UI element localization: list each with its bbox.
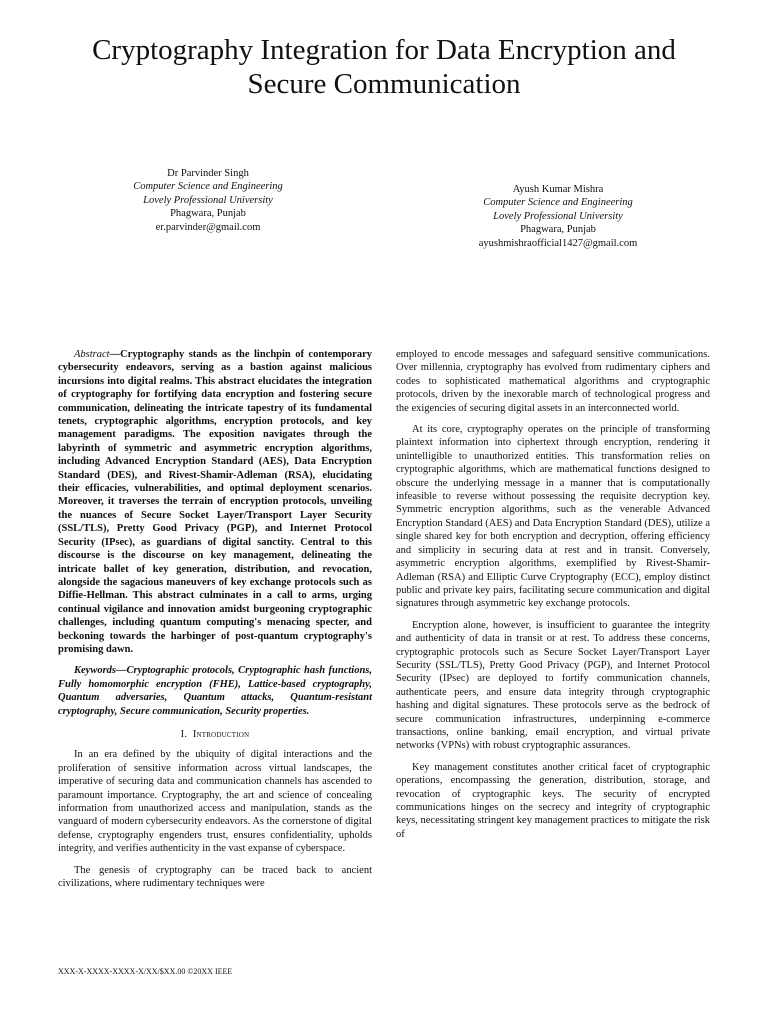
author-university: Lovely Professional University [493, 210, 623, 222]
body-paragraph: Encryption alone, however, is insufficient to guarantee the integrity and authenticity of data in transit or at rest. To address these concerns, cryptographic protocols such as Secure Socket Layer/Transport Layer Security (SSL/TLS), Pretty Good Privacy (PGP), and Internet Protocol Security (IPsec) are deployed to fortify communication channels, authenticate peers, and ensure data integrity through cryptographic hashing and digital signatures. These protocols serve as the bedrock of secure communication infrastructures, underpinning e-commerce transactions, online banking, email encryption, and virtual private networks (VPNs) with robust cryptographic assurances. [396, 619, 710, 752]
author-block-1 [88, 167, 328, 234]
body-paragraph: The genesis of cryptography can be traced back to ancient civilizations, where rudimentary techniques were [58, 864, 372, 890]
author-department: Computer Science and Engineering [483, 197, 633, 209]
keywords-label: Keywords [74, 665, 116, 677]
keywords-text: Cryptographic protocols, Cryptographic hash functions, Fully homomorphic encryption (FHE), Lattice-based cryptography, Quantum adversaries, Quantum attacks, Quantum-resistant cryptography, Secure communication, Security properties. [58, 665, 372, 717]
keywords-dash: — [116, 665, 127, 677]
author-department: Computer Science and Engineering [133, 181, 283, 193]
author-location: Phagwara, Punjab [520, 224, 596, 236]
copyright-footer: XXX-X-XXXX-XXXX-X/XX/$XX.00 ©20XX IEEE [58, 967, 233, 976]
author-block-2 [438, 183, 678, 250]
body-paragraph: Key management constitutes another critical facet of cryptographic operations, encompassing the generation, distribution, storage, and revocation of cryptographic keys. The security of encrypted communications hinges on the secrecy and integrity of cryptographic keys, necessitating stringent key management practices to mitigate the risk of [396, 761, 710, 840]
author-location: Phagwara, Punjab [170, 208, 246, 220]
abstract [58, 348, 372, 656]
section-heading-introduction [58, 728, 372, 741]
right-column [396, 348, 710, 849]
author-name: Ayush Kumar Mishra [512, 184, 604, 195]
author-email: ayushmishraofficial1427@gmail.com [478, 237, 638, 249]
body-paragraph: At its core, cryptography operates on the principle of transforming plaintext information into ciphertext through encryption, rendering it unintelligible to unauthorized entities. This transformation relies on cryptographic algorithms, which are mathematical functions designed to obscure the underlying message in a manner that is computationally infeasible to reverse without possessing the requisite decryption key. Symmetric encryption algorithms, such as the venerable Advanced Encryption Standard (AES) and Data Encryption Standard (DES), utilize a single shared key for both encryption and decryption, offering efficiency and simplicity in securing data at rest and in transit. Conversely, asymmetric encryption algorithms, exemplified by Rivest-Shamir-Adleman (RSA) and Elliptic Curve Cryptography (ECC), employ distinct public and private key pairs, facilitating secure communication and digital signatures through asymmetric key exchange protocols. [396, 424, 710, 610]
section-title: Introduction [192, 728, 250, 740]
paper-title: Cryptography Integration for Data Encryption and Secure Communication [92, 34, 676, 100]
left-column [58, 348, 372, 898]
author-university: Lovely Professional University [143, 194, 273, 206]
keywords [58, 664, 372, 718]
body-paragraph: In an era defined by the ubiquity of digital interactions and the proliferation of sensitive information across virtual landscapes, the imperative of securing data and communication channels has ascended to paramount importance. Cryptography, the art and science of concealing information from unauthorized access and manipulation, stands as the vanguard of modern cybersecurity endeavors. As the cornerstone of digital defense, cryptography engenders trust, ensures confidentiality, upholds integrity, and verifies authenticity in the vast expanse of cyberspace. [58, 749, 372, 855]
body-paragraph-continued: employed to encode messages and safeguard sensitive communications. Over millennia, cryptography has evolved from rudimentary ciphers and codes to sophisticated mathematical algorithms and cryptographic protocols, driven by the inexorable march of technological progress and the exigencies of securing digital assets in an interconnected world. [396, 349, 710, 414]
abstract-dash: — [109, 349, 121, 360]
section-number: I. [180, 728, 188, 740]
abstract-label: Abstract [74, 349, 110, 360]
abstract-text: Cryptography stands as the linchpin of contemporary cybersecurity endeavors, serving as a bastion against malicious incursions into digital realms. This abstract elucidates the integration of cryptography for fortifying data encryption and fostering secure communication, delineating the intricate tapestry of its fundamental tenets, cryptographic algorithms, encryption protocols, and key management paradigms. The exposition navigates through the labyrinth of symmetric and asymmetric encryption algorithms, including Advanced Encryption Standard (AES), Data Encryption Standard (DES), and Rivest-Shamir-Adleman (RSA), elucidating their efficacies, vulnerabilities, and optimal deployment scenarios. Moreover, it traverses the terrain of encryption protocols, unveiling the nuances of Secure Socket Layer/Transport Layer Security (SSL/TLS), Pretty Good Privacy (PGP), and Internet Protocol Security (IPsec), as guardians of digital sanctity. Central to this discourse is the discourse on key management, delineating the intricate ballet of key generation, distribution, and revocation, alongside the sagacious maneuvers of key exchange protocols such as Diffie-Hellman. This abstract culminates in a call to arms, urging continual vigilance and innovation amidst burgeoning cryptographic challenges, including quantum computing's menacing specter, and beckoning towards the harbinger of post-quantum cryptography's promising dawn. [58, 349, 372, 655]
author-email: er.parvinder@gmail.com [155, 221, 261, 233]
author-name: Dr Parvinder Singh [167, 168, 249, 179]
